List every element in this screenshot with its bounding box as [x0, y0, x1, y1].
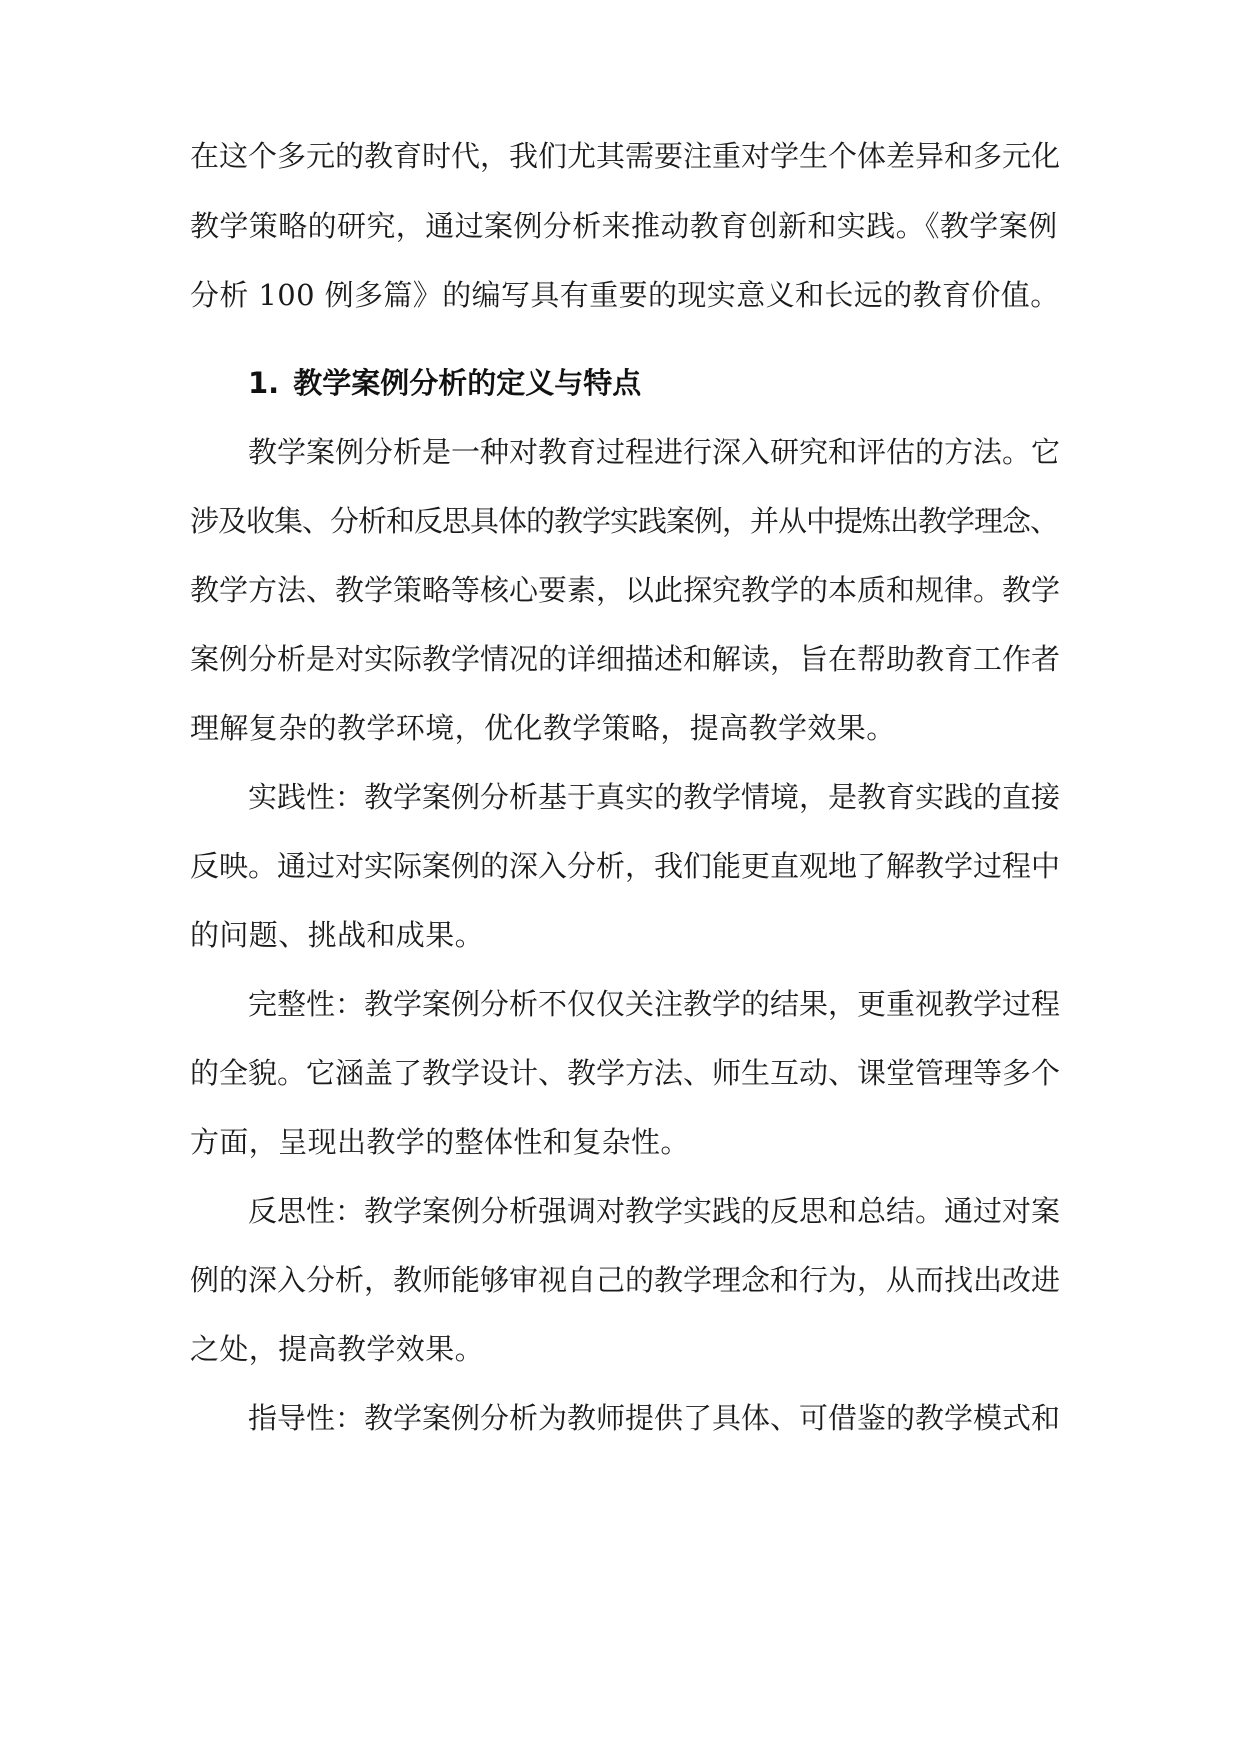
paragraph-4-line-1: 反思性：教学案例分析强调对教学实践的反思和总结。通过对案: [248, 1194, 1061, 1228]
paragraph-3-line-3: 方面，呈现出教学的整体性和复杂性。: [190, 1125, 690, 1159]
intro-line-3: 分析 100 例多篇》的编写具有重要的现实意义和长远的教育价值。: [190, 278, 1060, 312]
intro-line-1: 在这个多元的教育时代，我们尤其需要注重对学生个体差异和多元化: [190, 139, 1061, 173]
paragraph-2-line-2: 反映。通过对实际案例的深入分析，我们能更直观地了解教学过程中: [190, 849, 1061, 883]
paragraph-2-line-3: 的问题、挑战和成果。: [190, 918, 485, 952]
section-number: 1.: [248, 366, 280, 400]
paragraph-3-line-2: 的全貌。它涵盖了教学设计、教学方法、师生互动、课堂管理等多个: [190, 1056, 1061, 1090]
paragraph-1-line-4: 案例分析是对实际教学情况的详细描述和解读，旨在帮助教育工作者: [190, 642, 1061, 676]
paragraph-1-line-3: 教学方法、教学策略等核心要素，以此探究教学的本质和规律。教学: [190, 573, 1061, 607]
paragraph-2-line-1: 实践性：教学案例分析基于真实的教学情境，是教育实践的直接: [248, 780, 1061, 814]
paragraph-1-line-2: 涉及收集、分析和反思具体的教学实践案例，并从中提炼出教学理念、: [190, 504, 1059, 538]
paragraph-1-line-5: 理解复杂的教学环境，优化教学策略，提高教学效果。: [190, 711, 896, 745]
paragraph-5-line-1: 指导性：教学案例分析为教师提供了具体、可借鉴的教学模式和: [248, 1401, 1061, 1435]
section-heading: [248, 363, 641, 403]
paragraph-4-line-3: 之处，提高教学效果。: [190, 1332, 485, 1366]
paragraph-3-line-1: 完整性：教学案例分析不仅仅关注教学的结果，更重视教学过程: [248, 987, 1061, 1021]
paragraph-4-line-2: 例的深入分析，教师能够审视自己的教学理念和行为，从而找出改进: [190, 1263, 1061, 1297]
section-title: 教学案例分析的定义与特点: [293, 366, 642, 400]
intro-line-2: 教学策略的研究，通过案例分析来推动教育创新和实践。《教学案例: [190, 209, 1058, 243]
paragraph-1-line-1: 教学案例分析是一种对教育过程进行深入研究和评估的方法。它: [248, 435, 1061, 469]
